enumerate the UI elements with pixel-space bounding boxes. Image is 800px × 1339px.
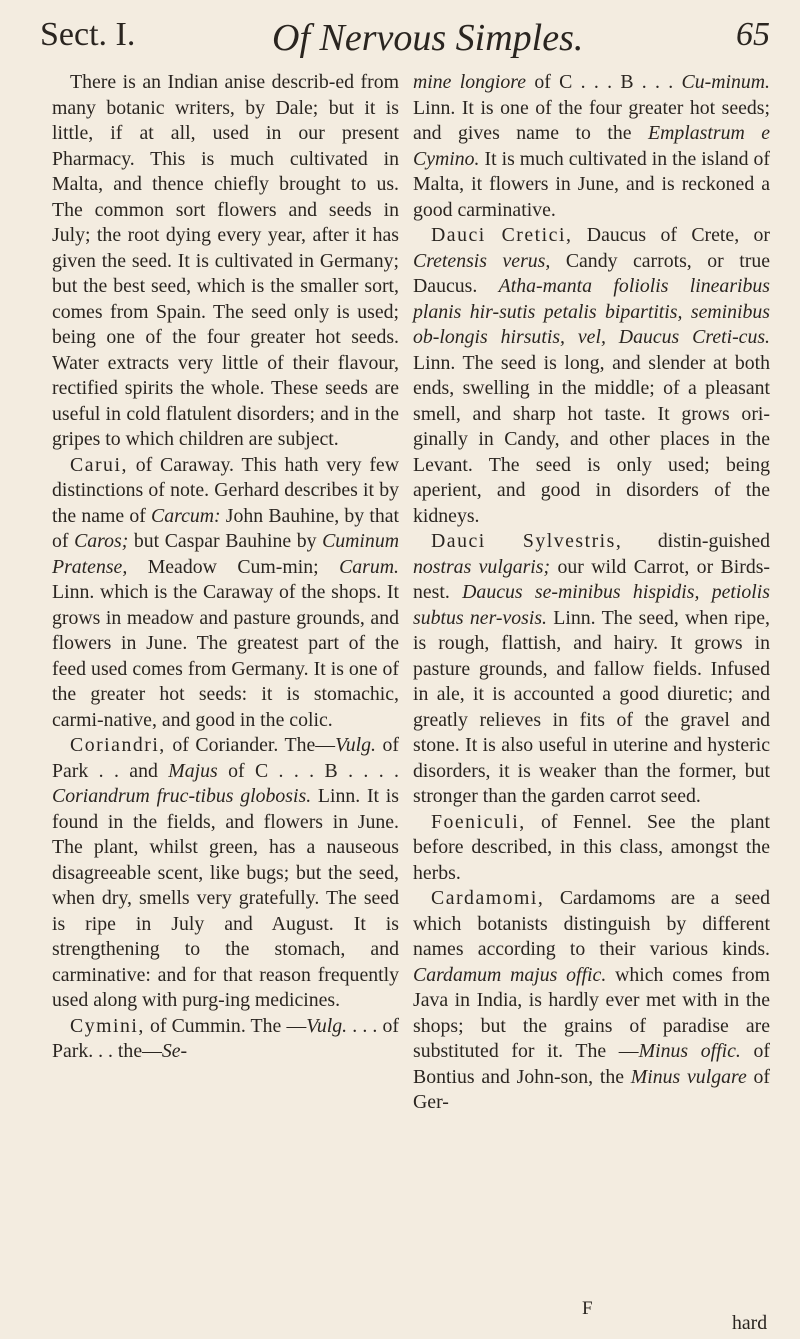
entry-head-dauci-sylvestris: Dauci Sylvestris, xyxy=(431,530,623,552)
entry-head-cymini: Cymini, xyxy=(70,1014,145,1037)
entry-head-coriandri: Coriandri, xyxy=(70,734,166,756)
paragraph-dauci-sylvestris: Dauci Sylvestris, distin-guished nostras vulgaris; our wild Carrot, or Birds-nest. Daucus se-minibus hispidis, petiolis subtus ner-vosis. Linn. The seed, when ripe, is rough, flattish, and hairy. It grows in pasture grounds, and fallow fields. Infused in ale, it is accounted a good diuretic; and greatly relieves in fits of the gravel and stone. It is also useful in uterine and hysteric disorders, it is weaker than the former, but stronger than the garden carrot seed. xyxy=(413,530,770,807)
running-header xyxy=(40,10,770,70)
right-column xyxy=(413,70,770,1116)
paragraph-dauci-cretici: Dauci Cretici, Daucus of Crete, or Cretensis verus, Candy carrots, or true Daucus. Atha-manta foliolis linearibus planis hir-sutis petalis bipartitis, seminibus ob-longis hirsutis, vel, Daucus Creti-cus. Linn. The seed is long, and slender at both ends, swelling in the middle; of a pleasant smell, and sharp hot taste. It grows ori-ginally in Candy, and other places in the Levant. The seed is only used; being aperient, and good in disorders of the kidneys. xyxy=(413,224,771,527)
paragraph-coriandri: Coriandri, of Coriander. The—Vulg. of Park . . and Majus of C . . . B . . . . Coriandrum fruc-tibus globosis. Linn. It is found in the fields, and flowers in June. The plant, whilst green, has a nauseous disagreeable scent, like bugs; but the seed, when dry, smells very gratefully. The seed is ripe in July and August. It is strengthening to the stomach, and carminative: and for that reason frequently used along with purg-ing medicines. xyxy=(52,734,400,1011)
entry-head-carui: Carui, xyxy=(70,453,128,476)
entry-head-dauci-cretici: Dauci Cretici, xyxy=(431,224,573,246)
paragraph-cymini: Cymini, of Cummin. The —Vulg. . . . of Park. . . the—Se- xyxy=(52,1014,399,1062)
paragraph-cardamomi: Cardamomi, Cardamoms are a seed which botanists distinguish by different names according to their various kinds. Cardamum majus offic. which comes from Java in India, is hardly ever met with in the shops; but the grains of paradise are substituted for it. The —Minus offic. of Bontius and John-son, the Minus vulgare of Ger- xyxy=(413,887,770,1113)
paragraph-indian-anise: There is an Indian anise describ-ed from many botanic writers, by Dale; but it is little, if at all, used in our present Pharmacy. This is much cultivated in Malta, and thence chiefly brought to us. The common sort flowers and seeds in July; the root dying every year, after it has given the seed. It is cultivated in Germany; but the best seed, which is the smaller sort, comes from Spain. The seed only is used; being one of the four greater hot seeds. Water extracts very little of their flavour, rectified spirits the whole. These seeds are useful in cold flatulent disorders; and in the gripes to which children are subject. xyxy=(52,71,399,450)
running-title: Of Nervous Simples. xyxy=(272,17,584,59)
paragraph-cymini-continued: mine longiore of C . . . B . . . Cu-minum. Linn. It is one of the four greater hot seeds; and gives name to the Emplastrum e Cymino. It is much cultivated in the island of Malta, it flowers in June, and is reckoned a good carminative. xyxy=(413,71,770,221)
paragraph-carui: Carui, of Caraway. This hath very few distinctions of note. Gerhard describes it by the name of Carcum: John Bauhine, by that of Caros; but Caspar Bauhine by Cuminum Pratense, Meadow Cum-min; Carum. Linn. which is the Caraway of the shops. It grows in meadow and pasture grounds, and flowers in June. The greatest part of the feed used comes from Germany. It is one of the greater hot seeds: it is stomachic, carmi-native, and good in the colic. xyxy=(52,453,399,731)
entry-head-foeniculi: Foeniculi, xyxy=(431,810,526,833)
catchword: hard xyxy=(732,1312,768,1334)
section-label: Sect. I. xyxy=(40,16,136,53)
left-column xyxy=(52,70,399,1065)
signature-mark: F xyxy=(582,1298,593,1319)
entry-head-cardamomi: Cardamomi, xyxy=(431,887,545,909)
page-number: 65 xyxy=(736,16,770,53)
paragraph-foeniculi: Foeniculi, of Fennel. See the plant before described, in this class, amongst the herbs. xyxy=(413,810,770,884)
